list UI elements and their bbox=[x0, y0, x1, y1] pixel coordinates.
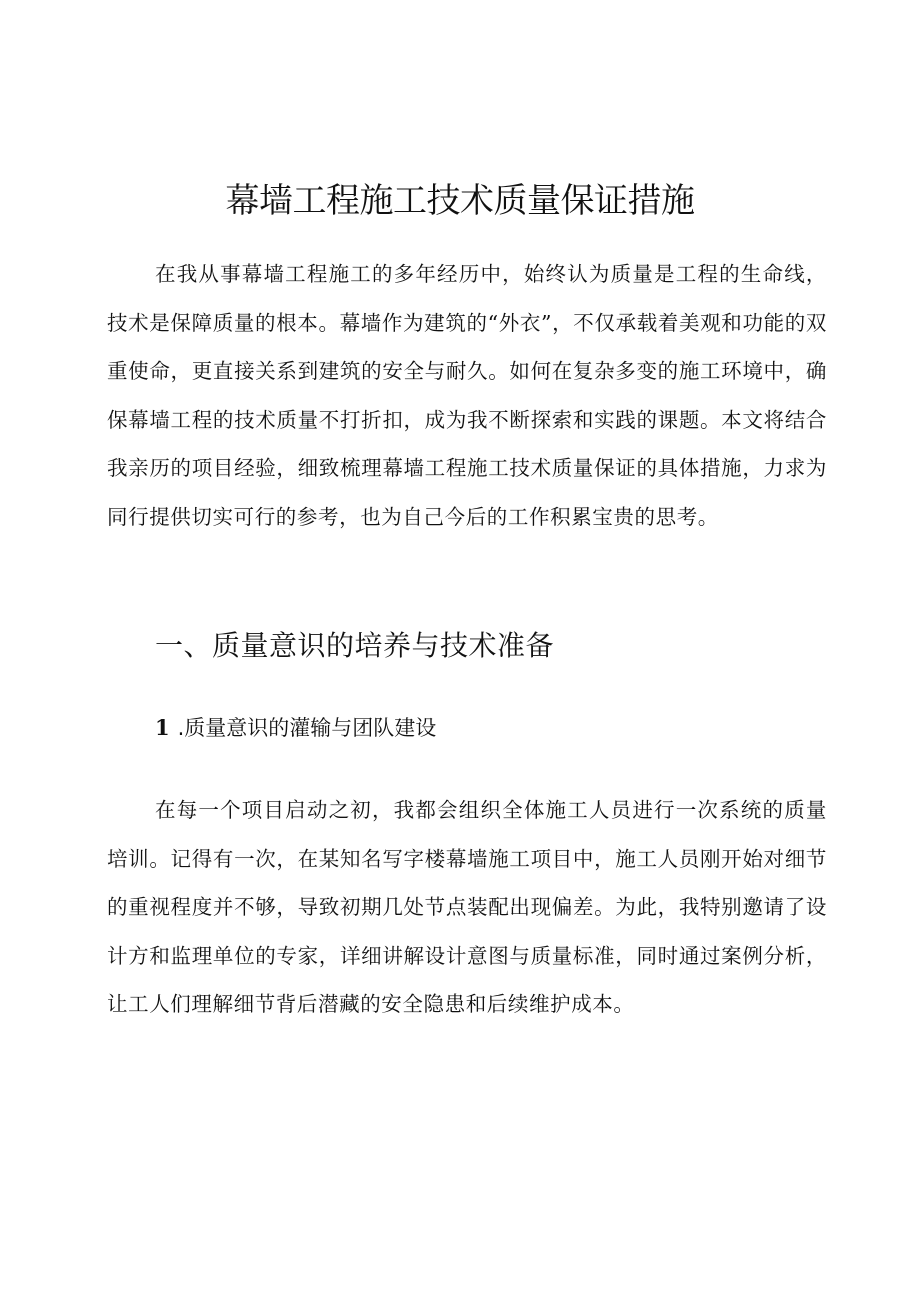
body-paragraph: 在每一个项目启动之初，我都会组织全体施工人员进行一次系统的质量培训。记得有一次，在某知名写字楼幕墙施工项目中，施工人员刚开始对细节的重视程度并不够，导致初期几处节点装配出现偏差。为此，我特别邀请了设计方和监理单位的专家，详细讲解设计意图与质量标准，同时通过案例分析，让工人们理解细节背后潜藏的安全隐患和后续维护成本。 bbox=[107, 798, 827, 1016]
document-title: 幕墙工程施工技术质量保证措施 bbox=[225, 181, 695, 221]
subsection-heading-text: .质量意识的灌输与团队建设 bbox=[177, 716, 437, 740]
subsection-heading bbox=[155, 710, 436, 746]
section-heading: 一、质量意识的培养与技术准备 bbox=[155, 629, 555, 662]
intro-paragraph: 在我从事幕墙工程施工的多年经历中，始终认为质量是工程的生命线，技术是保障质量的根本。幕墙作为建筑的“外衣”，不仅承载着美观和功能的双重使命，更直接关系到建筑的安全与耐久。如何在复杂多变的施工环境中，确保幕墙工程的技术质量不打折扣，成为我不断探索和实践的课题。本文将结合我亲历的项目经验，细致梳理幕墙工程施工技术质量保证的具体措施，力求为同行提供切实可行的参考，也为自己今后的工作积累宝贵的思考。 bbox=[107, 262, 827, 529]
subsection-number: 1 bbox=[155, 715, 170, 740]
